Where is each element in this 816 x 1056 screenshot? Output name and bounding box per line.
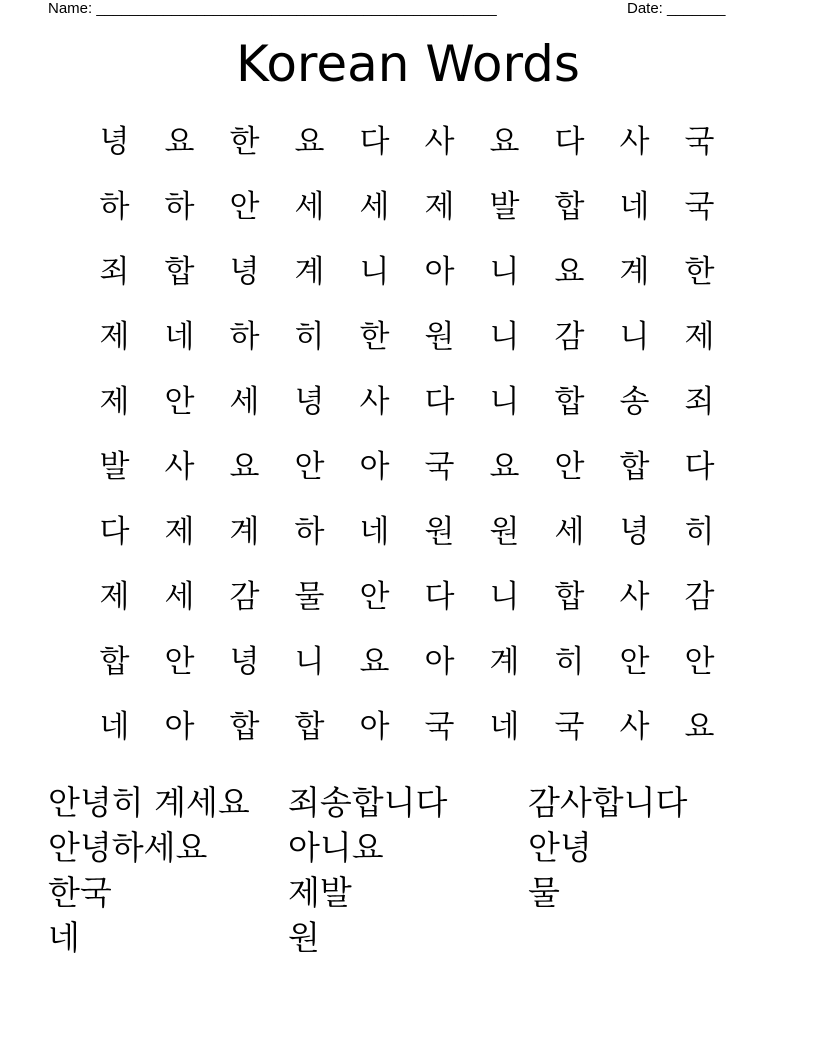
grid-cell: 국	[424, 709, 455, 745]
grid-cell: 요	[489, 449, 520, 485]
grid-cell: 합	[164, 254, 195, 290]
word-bank-item: 안녕	[528, 828, 592, 867]
grid-cell: 안	[619, 644, 650, 680]
grid-cell: 녕	[229, 644, 260, 680]
grid-cell: 니	[489, 319, 520, 355]
grid-cell: 국	[684, 189, 715, 225]
grid-cell: 아	[424, 644, 455, 680]
grid-cell: 니	[489, 254, 520, 290]
grid-cell: 아	[359, 709, 390, 745]
page-title: Korean Words	[236, 35, 580, 93]
grid-cell: 감	[229, 579, 260, 615]
grid-cell: 녕	[294, 384, 325, 420]
grid-cell: 사	[424, 124, 455, 160]
grid-cell: 사	[619, 579, 650, 615]
grid-cell: 발	[489, 189, 520, 225]
grid-cell: 요	[684, 709, 715, 745]
letter-grid	[82, 110, 732, 760]
grid-cell: 합	[294, 709, 325, 745]
word-bank-item: 안녕히 계세요	[48, 783, 250, 822]
grid-cell: 한	[359, 319, 390, 355]
grid-cell: 원	[489, 514, 520, 550]
grid-cell: 니	[294, 644, 325, 680]
grid-cell: 다	[99, 514, 130, 550]
grid-cell: 하	[294, 514, 325, 550]
grid-cell: 안	[359, 579, 390, 615]
grid-cell: 국	[684, 124, 715, 160]
grid-cell: 안	[164, 644, 195, 680]
grid-cell: 발	[99, 449, 130, 485]
grid-cell: 원	[424, 319, 455, 355]
grid-cell: 네	[359, 514, 390, 550]
grid-cell: 한	[229, 124, 260, 160]
grid-cell: 하	[99, 189, 130, 225]
grid-cell: 안	[164, 384, 195, 420]
grid-cell: 요	[489, 124, 520, 160]
grid-cell: 합	[554, 579, 585, 615]
date-field-label: Date: _______	[627, 0, 726, 17]
grid-cell: 사	[619, 709, 650, 745]
grid-cell: 네	[164, 319, 195, 355]
grid-cell: 요	[164, 124, 195, 160]
grid-cell: 요	[359, 644, 390, 680]
grid-cell: 니	[489, 384, 520, 420]
grid-cell: 한	[684, 254, 715, 290]
grid-cell: 합	[229, 709, 260, 745]
word-bank-item: 감사합니다	[528, 783, 688, 822]
grid-cell: 안	[554, 449, 585, 485]
word-bank-item: 한국	[48, 873, 112, 912]
grid-cell: 원	[424, 514, 455, 550]
grid-cell: 국	[554, 709, 585, 745]
grid-cell: 히	[554, 644, 585, 680]
word-bank-item: 물	[528, 873, 560, 912]
grid-cell: 국	[424, 449, 455, 485]
word-bank	[48, 780, 768, 960]
grid-cell: 네	[489, 709, 520, 745]
grid-cell: 아	[359, 449, 390, 485]
word-bank-item: 안녕하세요	[48, 828, 208, 867]
grid-cell: 요	[229, 449, 260, 485]
grid-cell: 다	[554, 124, 585, 160]
name-field-label: Name: ________________________________________________	[48, 0, 497, 17]
grid-cell: 감	[554, 319, 585, 355]
grid-cell: 하	[229, 319, 260, 355]
grid-cell: 다	[684, 449, 715, 485]
grid-cell: 송	[619, 384, 650, 420]
grid-cell: 죄	[99, 254, 130, 290]
grid-cell: 세	[164, 579, 195, 615]
grid-cell: 합	[99, 644, 130, 680]
grid-cell: 녕	[619, 514, 650, 550]
grid-cell: 물	[294, 579, 325, 615]
word-bank-item: 죄송합니다	[288, 783, 448, 822]
grid-cell: 니	[619, 319, 650, 355]
grid-cell: 사	[619, 124, 650, 160]
grid-cell: 사	[359, 384, 390, 420]
grid-cell: 제	[99, 384, 130, 420]
grid-cell: 합	[619, 449, 650, 485]
word-bank-item: 아니요	[288, 828, 384, 867]
grid-cell: 아	[164, 709, 195, 745]
grid-cell: 안	[684, 644, 715, 680]
grid-cell: 요	[554, 254, 585, 290]
grid-cell: 계	[229, 514, 260, 550]
grid-cell: 네	[99, 709, 130, 745]
word-bank-item: 원	[288, 918, 320, 957]
word-bank-item: 제발	[288, 873, 352, 912]
grid-cell: 니	[359, 254, 390, 290]
grid-cell: 다	[359, 124, 390, 160]
grid-cell: 아	[424, 254, 455, 290]
grid-cell: 히	[294, 319, 325, 355]
word-bank-item: 네	[48, 918, 80, 957]
grid-cell: 세	[554, 514, 585, 550]
grid-cell: 세	[229, 384, 260, 420]
grid-cell: 죄	[684, 384, 715, 420]
grid-cell: 다	[424, 384, 455, 420]
grid-cell: 히	[684, 514, 715, 550]
grid-cell: 계	[489, 644, 520, 680]
grid-cell: 다	[424, 579, 455, 615]
grid-cell: 니	[489, 579, 520, 615]
grid-cell: 안	[294, 449, 325, 485]
grid-cell: 제	[684, 319, 715, 355]
grid-cell: 네	[619, 189, 650, 225]
grid-cell: 제	[424, 189, 455, 225]
grid-cell: 안	[229, 189, 260, 225]
grid-cell: 사	[164, 449, 195, 485]
grid-cell: 제	[164, 514, 195, 550]
grid-cell: 세	[294, 189, 325, 225]
grid-cell: 제	[99, 319, 130, 355]
grid-cell: 세	[359, 189, 390, 225]
grid-cell: 계	[294, 254, 325, 290]
grid-cell: 감	[684, 579, 715, 615]
grid-cell: 녕	[99, 124, 130, 160]
grid-cell: 계	[619, 254, 650, 290]
header	[48, 0, 748, 18]
grid-cell: 하	[164, 189, 195, 225]
grid-cell: 제	[99, 579, 130, 615]
word-bank-item	[528, 915, 768, 960]
grid-cell: 합	[554, 384, 585, 420]
grid-cell: 녕	[229, 254, 260, 290]
grid-cell: 합	[554, 189, 585, 225]
grid-cell: 요	[294, 124, 325, 160]
